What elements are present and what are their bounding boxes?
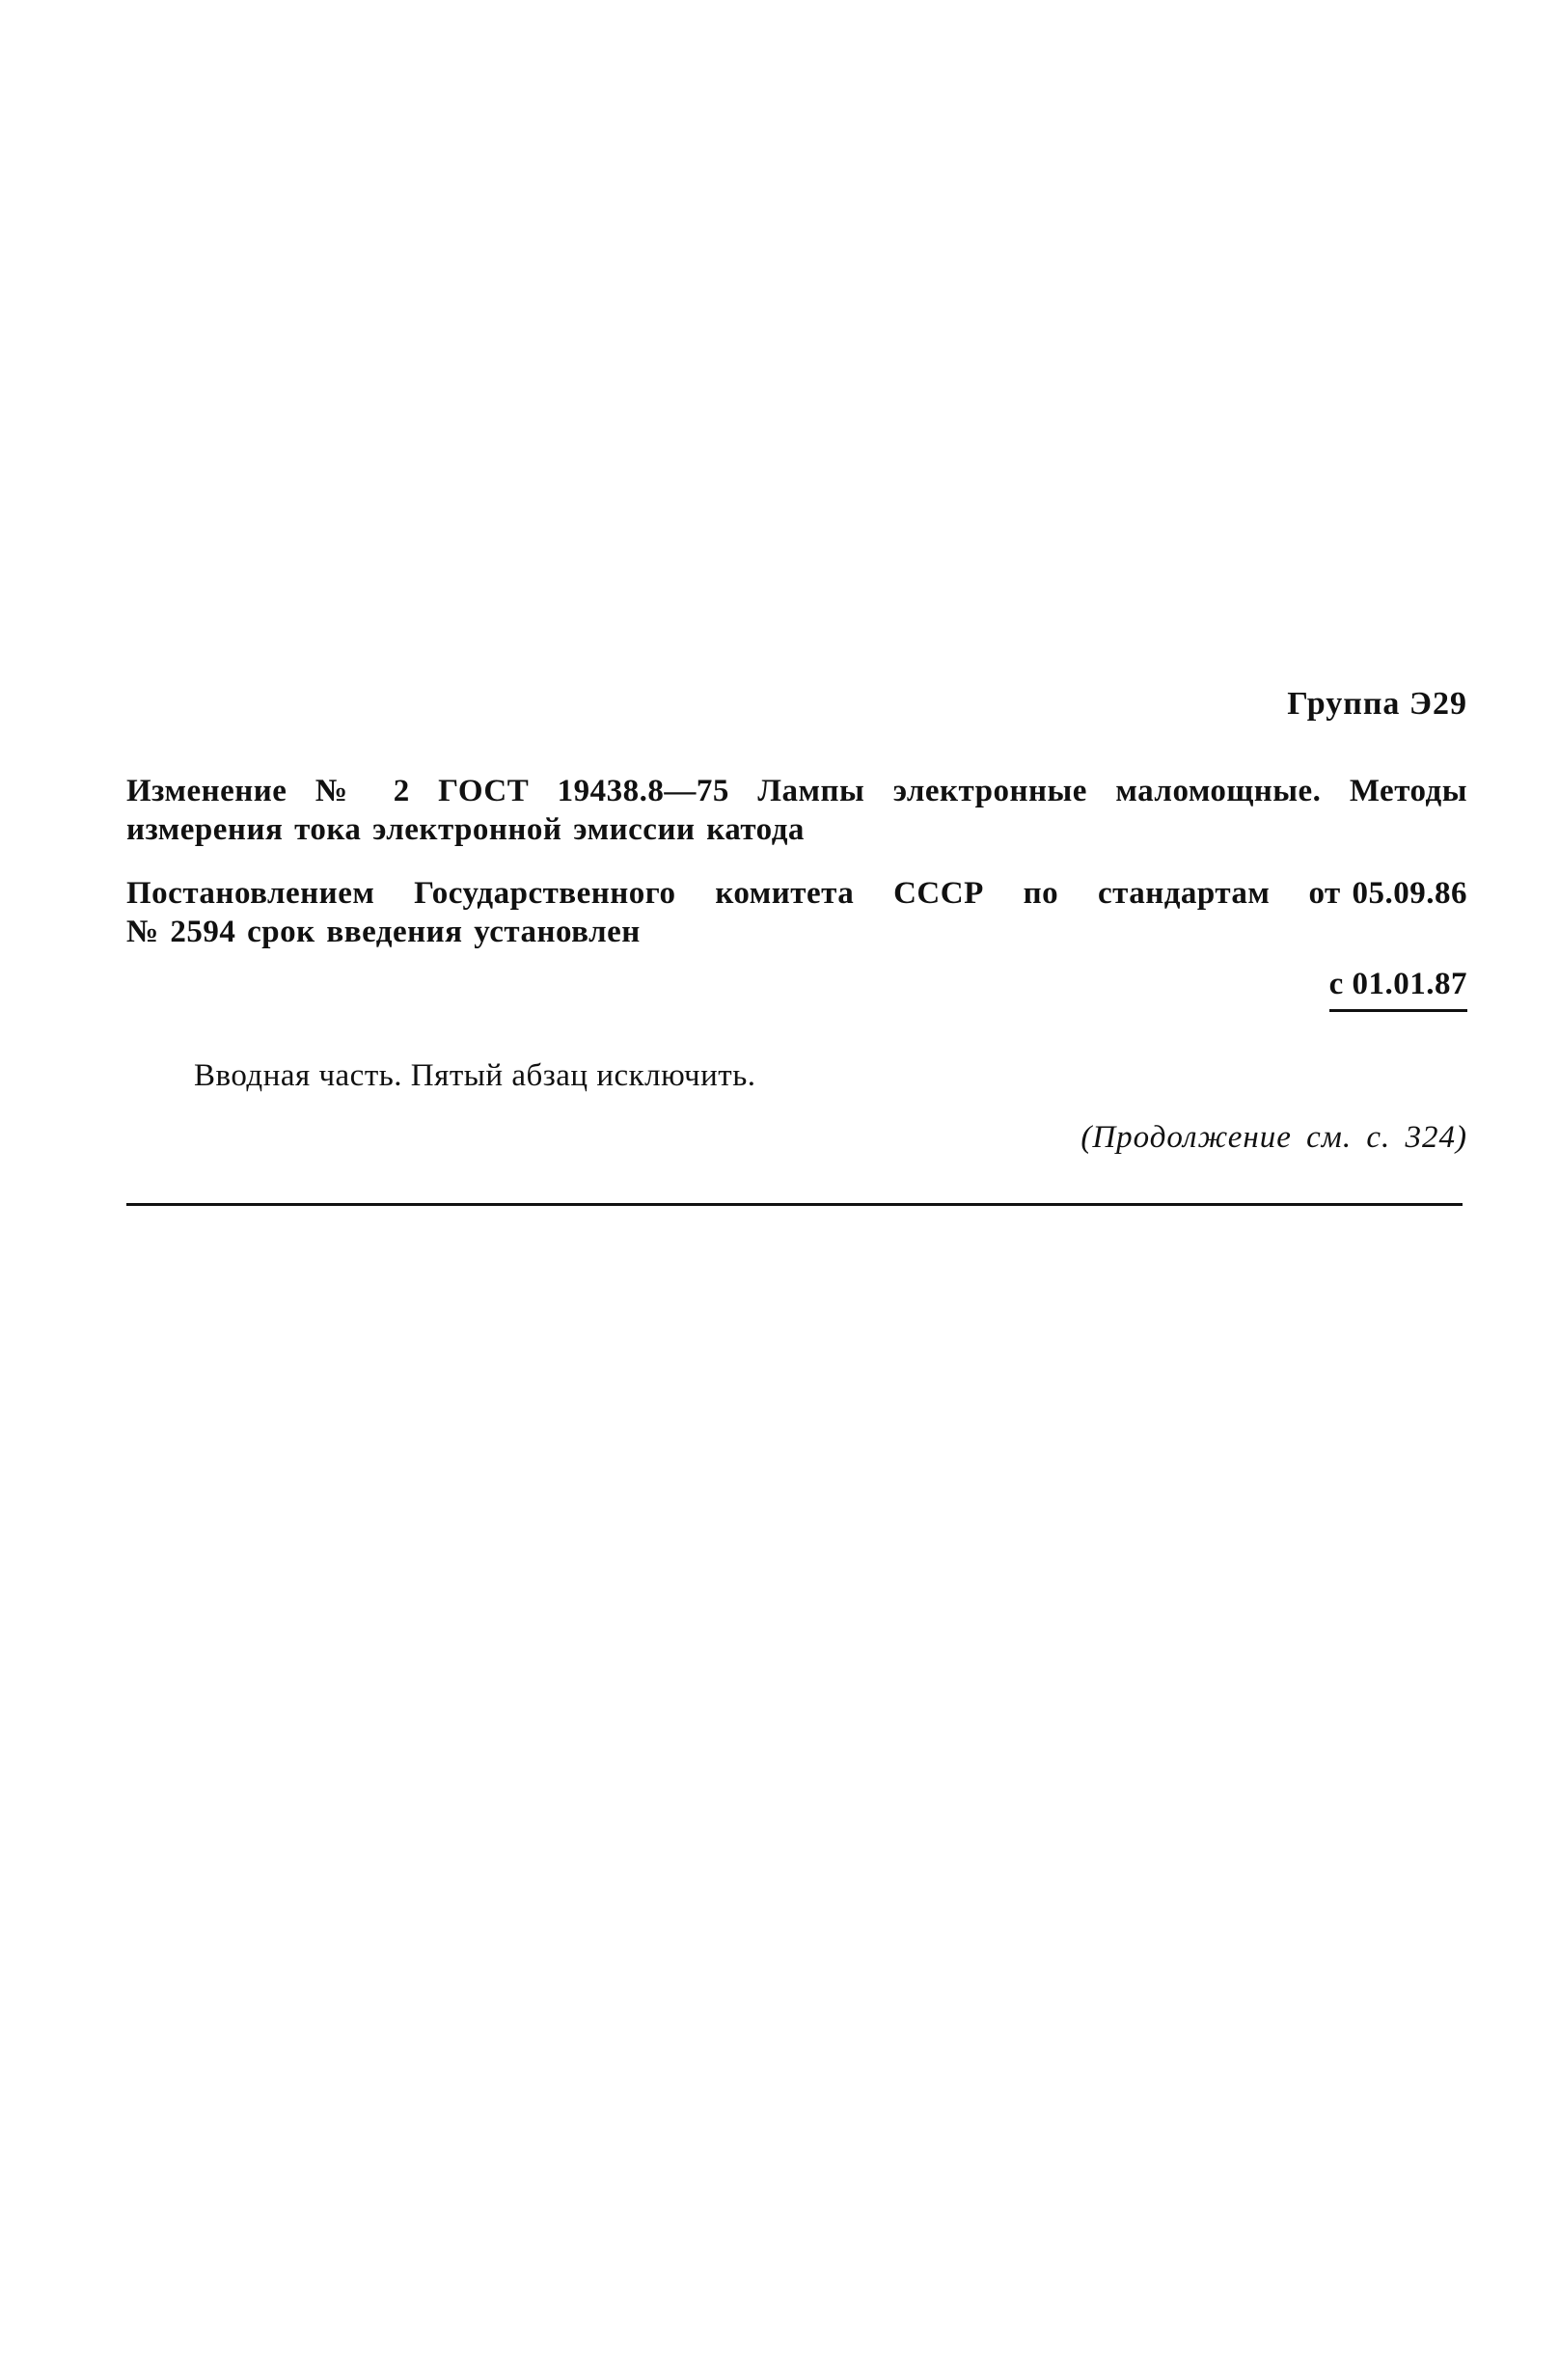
decree-word: Государственного bbox=[414, 876, 676, 911]
continuation-note: (Продолжение см. с. 324) bbox=[1080, 1120, 1467, 1155]
decree-line bbox=[126, 874, 1467, 913]
effective-date bbox=[126, 965, 1467, 1012]
group-code: Группа Э29 bbox=[1287, 686, 1467, 722]
decree-word: стандартам bbox=[1097, 876, 1271, 911]
decree-date: от 05.09.86 bbox=[1308, 876, 1467, 911]
amendment-text: Вводная часть. Пятый абзац исключить. bbox=[194, 1058, 756, 1093]
decree-word: по bbox=[1023, 876, 1059, 911]
decree-word: комитета bbox=[715, 876, 855, 911]
decree-word: СССР bbox=[893, 876, 984, 911]
decree-words bbox=[126, 874, 1270, 913]
decree-word: Постановлением bbox=[126, 876, 375, 911]
effective-date-value: с 01.01.87 bbox=[1329, 965, 1467, 1012]
decree-number-line: № 2594 срок введения установлен bbox=[126, 915, 641, 949]
change-title: Изменение № 2 ГОСТ 19438.8—75 Лампы электронные маломощные. Методы измерения тока электронной эмиссии катода bbox=[126, 774, 1467, 847]
bottom-rule bbox=[126, 1203, 1463, 1206]
document-content bbox=[126, 683, 1467, 1206]
